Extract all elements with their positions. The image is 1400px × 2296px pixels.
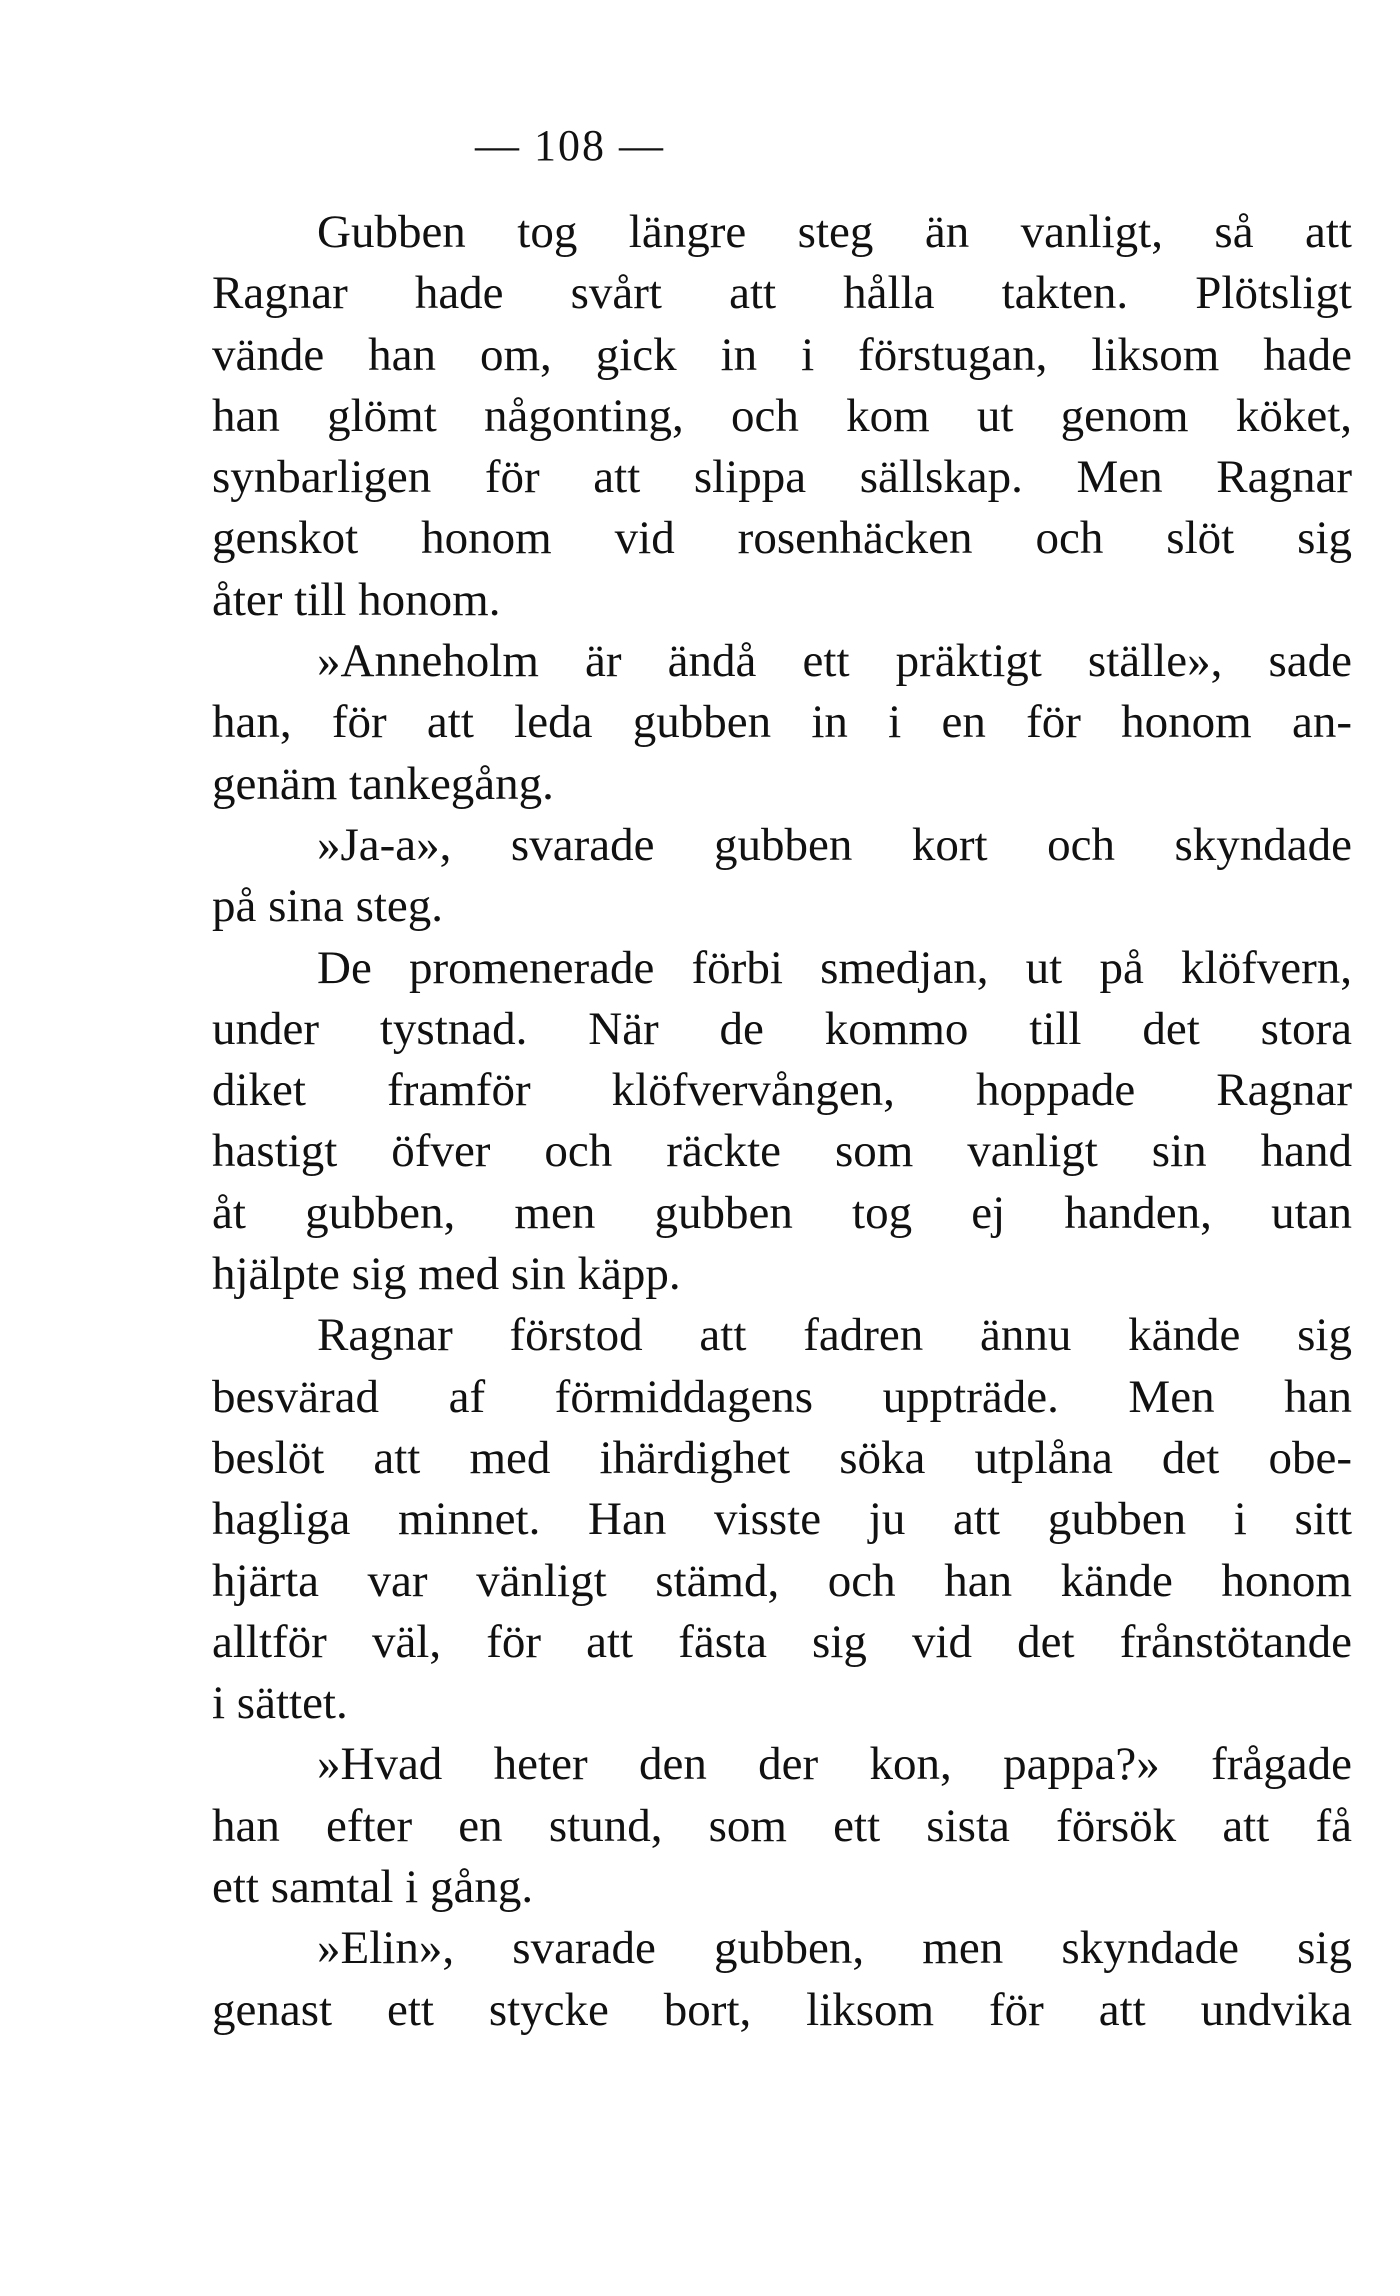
text-line: han efter en stund, som ett sista försök att få [212, 1799, 1352, 1852]
text-line: »Ja-a», svarade gubben kort och skyndade [317, 818, 1352, 871]
text-line: Gubben tog längre steg än vanligt, så att [317, 206, 1352, 258]
paragraph [212, 1734, 1352, 1918]
text-line: beslöt att med ihärdighet söka utplåna det obe- [212, 1431, 1352, 1484]
text-line: hagliga minnet. Han visste ju att gubben i sitt [212, 1493, 1352, 1546]
text-line: hjärta var vänligt stämd, och han kände honom [212, 1554, 1352, 1607]
text-line: hastigt öfver och räckte som vanligt sin hand [212, 1125, 1352, 1178]
text-line: åter till honom. [212, 573, 501, 626]
text-line: »Anneholm är ändå ett präktigt ställe», sade [317, 635, 1352, 688]
text-line: »Hvad heter den der kon, pappa?» frågade [317, 1738, 1352, 1791]
page-number: — 108 — [475, 121, 665, 170]
text-line: ett samtal i gång. [212, 1861, 534, 1914]
text-line: besvärad af förmiddagens uppträde. Men han [212, 1370, 1352, 1423]
paragraph [212, 938, 1352, 1306]
text-line: hjälpte sig med sin käpp. [212, 1248, 681, 1301]
paragraph [212, 202, 1352, 631]
text-line: »Elin», svarade gubben, men skyndade sig [317, 1922, 1352, 1975]
paragraph [212, 631, 1352, 815]
text-line: synbarligen för att slippa sällskap. Men Ragnar [212, 451, 1352, 504]
text-line: på sina steg. [212, 880, 444, 933]
paragraph [212, 815, 1352, 938]
text-line: Ragnar hade svårt att hålla takten. Plötsligt [212, 267, 1352, 320]
text-line: diket framför klöfvervången, hoppade Ragnar [212, 1064, 1352, 1117]
paragraph [212, 1305, 1352, 1734]
text-line: alltför väl, för att fästa sig vid det frånstötande [212, 1615, 1352, 1668]
text-line: han glömt någonting, och kom ut genom köket, [212, 389, 1352, 442]
text-line: åt gubben, men gubben tog ej handen, utan [212, 1186, 1352, 1239]
paragraph [212, 1918, 1352, 2041]
text-line: genäm tankegång. [212, 757, 554, 810]
text-line: under tystnad. När de kommo till det stora [212, 1002, 1352, 1055]
body-text [212, 202, 1352, 2041]
text-line: genast ett stycke bort, liksom för att undvika [212, 1983, 1352, 2036]
text-line: i sättet. [212, 1677, 348, 1730]
text-line: De promenerade förbi smedjan, ut på klöfvern, [317, 941, 1352, 994]
text-line: vände han om, gick in i förstugan, liksom hade [212, 328, 1352, 381]
text-line: genskot honom vid rosenhäcken och slöt sig [212, 512, 1352, 565]
text-line: han, för att leda gubben in i en för honom an- [212, 696, 1352, 749]
text-line: Ragnar förstod att fadren ännu kände sig [317, 1309, 1352, 1362]
